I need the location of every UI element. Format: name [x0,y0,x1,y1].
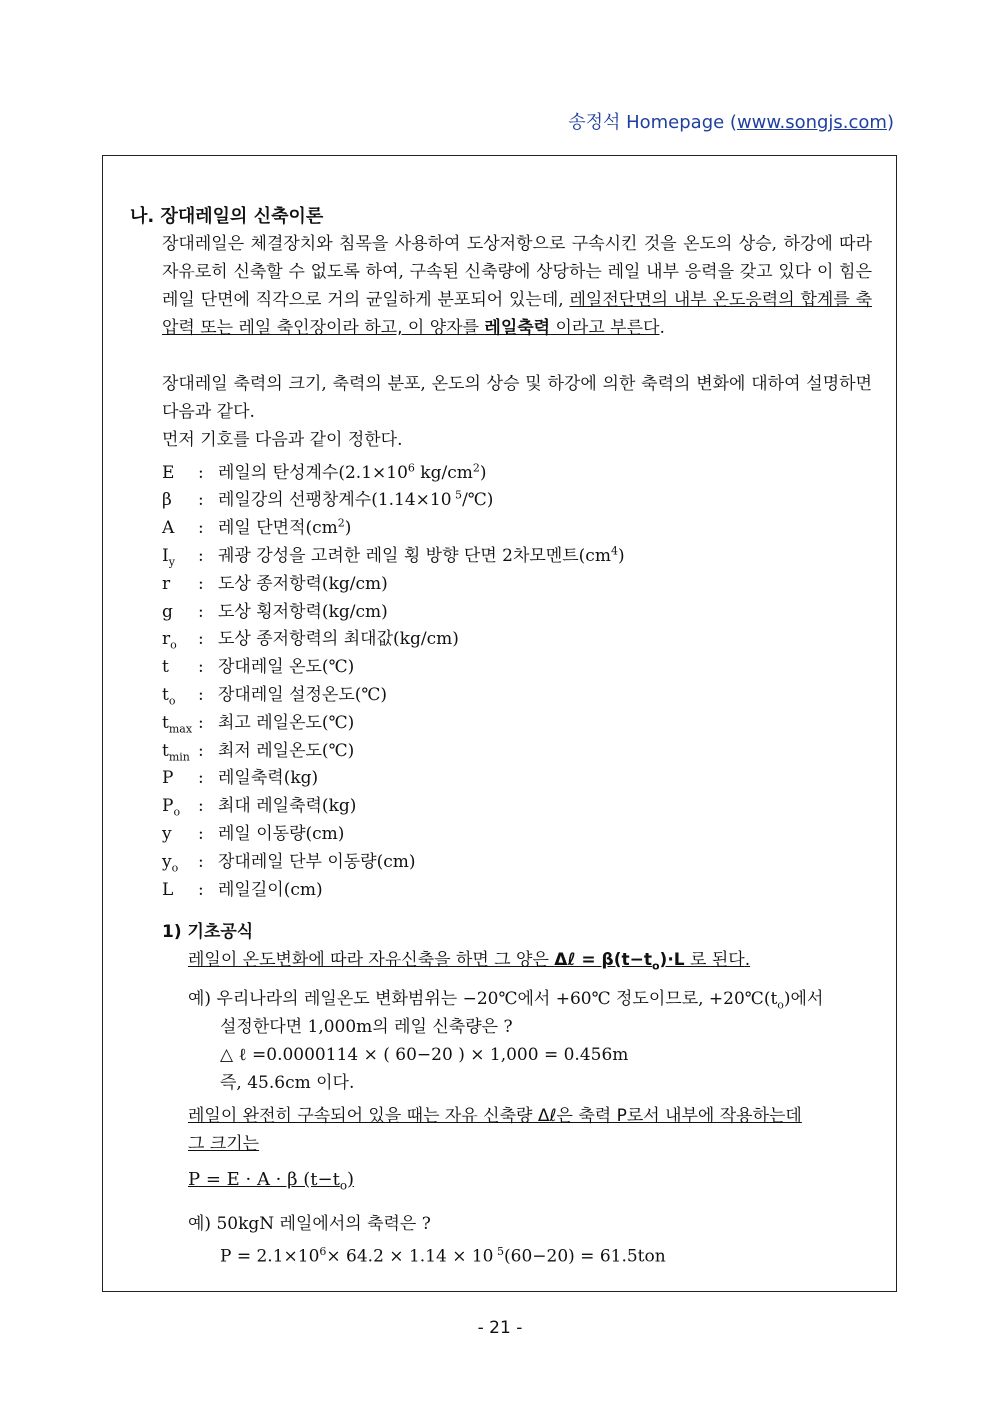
axial-force-formula [188,1166,354,1200]
symbol-row [162,482,493,510]
symbol-row [162,537,625,569]
ex2-mid: × 64.2 × 1.14 × 10 [326,1246,494,1267]
symbol-description: 레일축력(kg) [218,768,319,789]
example-1-line-c: △ ℓ =0.0000114 × ( 60−20 ) × 1,000 = 0.456m [220,1045,629,1065]
symbol-colon: : [198,879,204,900]
page-header: 송정석 Homepage (www.songjs.com) [568,112,894,133]
symbol-row [162,760,318,788]
symbol-description: 최저 레일온도(℃) [218,740,355,761]
symbol-description: 최고 레일온도(℃) [218,712,355,733]
symbol-letter: P [162,768,174,789]
symbol-row [162,732,355,764]
symbol-colon: : [198,851,204,872]
header-url-link[interactable]: www.songjs.com [736,112,887,133]
example-1-line-d: 즉, 45.6cm 이다. [220,1073,355,1093]
symbol-letter: L [162,879,174,900]
restraint-line-1: 레일이 완전히 구속되어 있을 때는 자유 신축량 Δℓ은 축력 P로서 내부에 작용하는데 [188,1106,802,1126]
formula-main-sub: o [339,1178,348,1193]
ex2-sup2: 5 [493,1245,504,1258]
intro-end-text: 이라고 부른다 [550,318,660,338]
symbol-description: 도상 종저항력(kg/cm) [218,573,388,594]
symbol-description: 궤광 강성을 고려한 레일 횡 방향 단면 2차모멘트$(cm^4)$ [218,544,625,567]
symbol-description: 장대레일 온도(℃) [218,657,355,678]
symbol-colon: : [198,740,204,761]
example-1-line-b: 설정한다면 1,000m의 레일 신축량은 ? [220,1017,513,1037]
symbol-row [162,565,388,593]
symbol-row [162,815,344,843]
example-2-line-a: 예) 50kgN 레일에서의 축력은 ? [188,1214,431,1234]
symbol-colon: : [198,462,204,483]
intro-paragraph-2: 장대레일 축력의 크기, 축력의 분포, 온도의 상승 및 하강에 의한 축력의 변화에 대하여 설명하면 다음과 같다. [162,374,872,422]
symbol-letter: $t_{min}$ [162,740,190,764]
symbol-colon: : [198,601,204,622]
symbol-colon: : [198,685,204,706]
symbol-letter: y [162,824,172,845]
basic-post: 로 된다 [684,950,745,970]
symbol-description: 레일길이(cm) [218,879,323,900]
symbol-letter: r [162,573,171,594]
formula-end: )·L [659,950,685,970]
restraint-line-2: 그 크기는 [188,1134,260,1154]
symbol-row [162,871,323,899]
symbol-letter: t [162,657,169,678]
formula-main: P = E · A · β (t−t [188,1169,340,1190]
formula-main-end: ) [347,1169,355,1190]
symbol-colon: : [198,573,204,594]
symbol-description: 장대레일 설정온도(℃) [218,685,388,706]
ex2-end: (60−20) = 61.5ton [504,1246,666,1267]
symbol-letter: $P_o$ [162,796,181,819]
basic-text: 레일이 온도변화에 따라 자유신축을 하면 그 양은 [188,950,555,970]
example-1-end: )에서 [783,989,824,1009]
symbol-description: 최대 레일축력(kg) [218,796,357,817]
symbol-row [162,788,357,819]
expansion-formula: Δℓ = β(t−t [554,950,652,970]
symbol-row [162,704,355,736]
symbol-description: 레일강의 선팽창계수(1.14×10 $^5$/℃) [218,488,494,511]
section-title: 나. 장대레일의 신축이론 [130,206,324,227]
symbol-description: 레일 단면적$(cm^2)$ [218,516,352,539]
symbol-letter: $y_o$ [162,851,179,875]
symbol-colon: : [198,629,204,650]
symbol-row [162,454,487,482]
symbol-letter: $t_o$ [162,685,176,708]
symbol-letter: E [162,462,175,483]
intro-paragraph-3: 먼저 기호를 다음과 같이 정한다. [162,430,403,450]
symbol-row [162,676,388,708]
symbol-letter: g [162,601,173,622]
intro-underlined-text: 레일전단면의 내부 온도응력의 합계를 축압력 또는 레일 축인장이라 하고, 이 양자를 [162,290,872,338]
symbol-row [162,621,459,652]
intro-text: 장대레일은 체결장치와 침목을 사용하여 도상저항으로 구속시킨 것을 온도의 상승, 하강에 따라 자유로히 신축할 수 없도록 하여, 구속된 신축량에 상당하는 레일 내부 응력을 갖고 있다 이 힘은 레일 단면에 직각으로 거의 균일하게 분포되어 있는데, [162,234,872,310]
symbol-description: 장대레일 단부 이동량(cm) [218,851,416,872]
symbol-description: 레일의 탄성계수($2.1\times 10^6$ $kg/cm^2$) [218,461,487,483]
ex2-pre: P = 2.1×10 [220,1246,320,1267]
example-1-text: 예) 우리나라의 레일온도 변화범위는 −20℃에서 +60℃ 정도이므로, +20℃(t [188,989,778,1009]
symbol-colon: : [198,546,204,567]
symbol-colon: : [198,518,204,539]
symbol-description: 레일 이동량(cm) [218,824,345,845]
symbol-description: 도상 종저항력의 최대값(kg/cm) [218,629,459,650]
page-number: - 21 - [477,1318,523,1338]
example-1-sub: o [777,998,784,1012]
symbol-colon: : [198,768,204,789]
symbol-letter: $r_o$ [162,629,177,652]
symbol-letter: β [162,490,172,511]
symbol-row [162,649,354,677]
symbol-colon: : [198,657,204,678]
ex2-sup: 6 [319,1245,327,1258]
intro-paragraph-1: 장대레일은 체결장치와 침목을 사용하여 도상저항으로 구속시킨 것을 온도의 상승, 하강에 따라 자유로히 신축할 수 없도록 하여, 구속된 신축량에 상당하는 레일 내부 응력을 갖고 있다 이 힘은 레일 단면에 직각으로 거의 균일하게 분포되어 있는데, 레일전단면의 내부 온도응력의 합계를 축압력 또는 레일 축인장이라 하고, 이 양자를 레일축력 이라고 부른다. [162,234,872,338]
symbol-colon: : [198,796,204,817]
symbol-colon: : [198,824,204,845]
symbol-colon: : [198,712,204,733]
intro-bold-term: 레일축력 [484,318,551,338]
symbol-letter: $I_y$ [162,546,175,569]
symbol-letter: $t_{max}$ [162,712,193,736]
symbol-row [162,843,416,875]
formula-sub: o [651,959,660,973]
symbol-description: 도상 횡저항력(kg/cm) [218,601,388,622]
symbol-row [162,510,351,538]
header-title: 송정석 Homepage [568,112,725,133]
example-2-line-b [220,1238,666,1271]
symbol-colon: : [198,490,204,511]
subsection-title: 1) 기초공식 [162,922,254,942]
symbol-row [162,593,388,621]
basic-formula-line: 레일이 온도변화에 따라 자유신축을 하면 그 양은 Δℓ = $\beta(t-t_o)\cdot L$ 로 된다. [188,950,751,973]
symbol-letter: A [162,518,175,539]
